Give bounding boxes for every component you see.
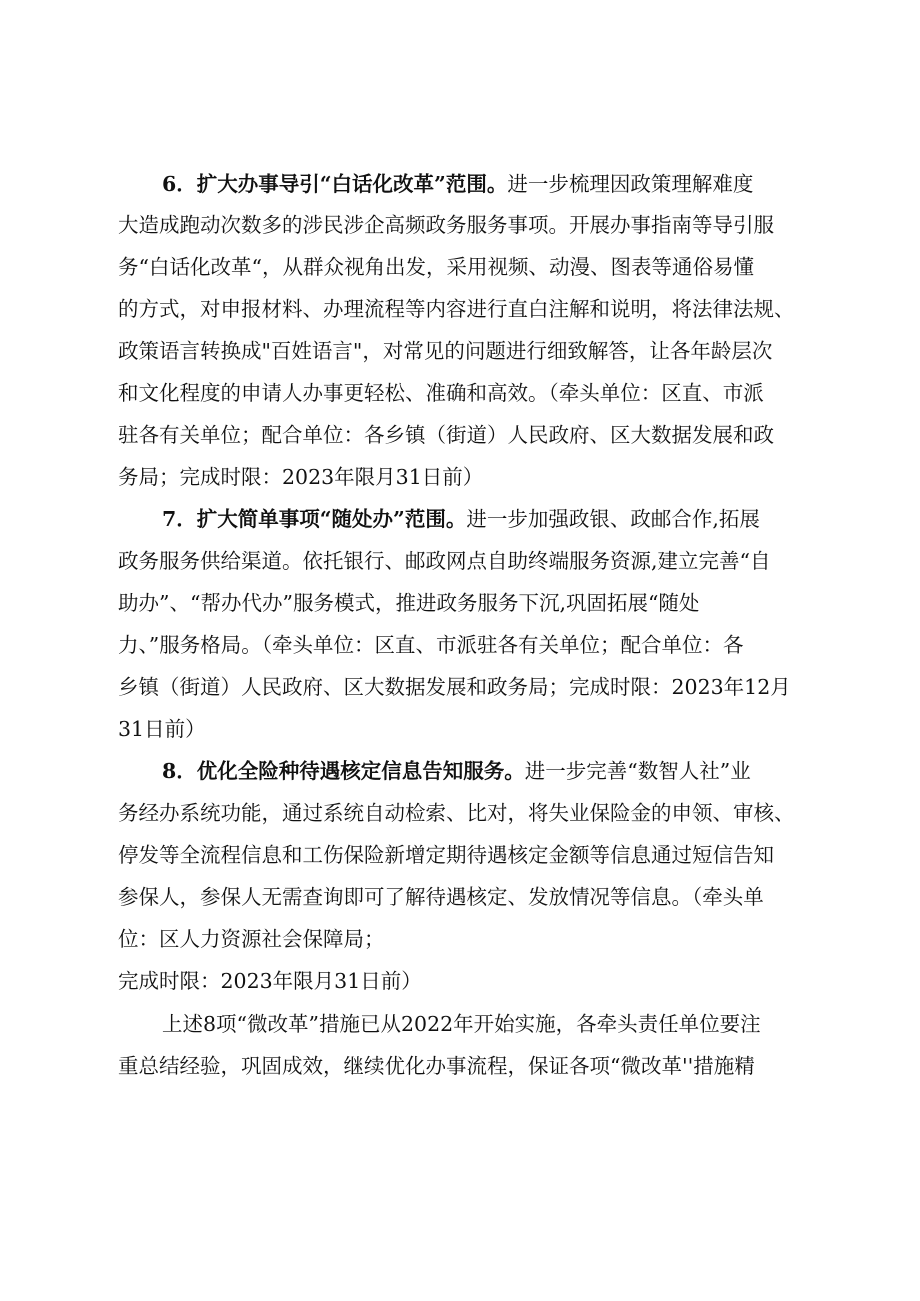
summary-line: 上述8项“微改革”措施已从2022年开始实施，各牵头责任单位要注 [162,1012,761,1036]
text-line: 31日前） [118,717,206,741]
text-line: 驻各有关单位；配合单位：各乡镇（街道）人民政府、区大数据发展和政 [118,423,774,447]
text-line: 助办”、“帮办代办”服务模式，推进政务服务下沉,巩固拓展“随处 [118,591,700,615]
text-line: 位：区人力资源社会保障局； [118,927,385,951]
text-run: 进一步加强政银、政邮合作,拓展 [466,507,760,531]
item-6-line [162,170,753,198]
item-7-line [162,505,760,533]
text-line: 的方式，对申报材料、办理流程等内容进行直白注解和说明，将法律法规、 [118,297,795,321]
text-line: 政策语言转换成"百姓语言"，对常见的问题进行细致解答，让各年龄层次 [118,339,773,363]
text-run: 进一步完善“数智人社”业 [524,759,751,783]
text-run: 进一步梳理因政策理解难度 [507,172,754,196]
item-8-line [162,757,751,785]
item-6-heading: 6．扩大办事导引“白话化改革”范围。 [162,172,508,196]
text-line: 务“白话化改革“，从群众视角出发，采用视频、动漫、图表等通俗易懂 [118,255,754,279]
text-line: 大造成跑动次数多的涉民涉企高频政务服务事项。开展办事指南等导引服 [118,213,774,237]
text-line: 参保人，参保人无需查询即可了解待遇核定、发放情况等信息。（牵头单 [118,885,764,909]
text-line: 力、”服务格局。（牵头单位：区直、市派驻各有关单位；配合单位：各 [118,633,744,657]
text-line: 重总结经验，巩固成效，继续优化办事流程，保证各项“微改革''措施精 [118,1054,755,1078]
text-line: 和文化程度的申请人办事更轻松、准确和高效。（牵头单位：区直、市派 [118,381,764,405]
text-line: 乡镇（街道）人民政府、区大数据发展和政务局；完成时限：2023年12月 [118,675,791,699]
item-8-heading: 8．优化全险种待遇核定信息告知服务。 [162,759,525,783]
text-line: 完成时限：2023年限月31日前） [118,969,422,993]
text-line: 务经办系统功能，通过系统自动检索、比对，将失业保险金的申领、审核、 [118,801,795,825]
item-7-heading: 7．扩大简单事项“随处办”范围。 [162,507,467,531]
text-line: 政务服务供给渠道。依托银行、邮政网点自助终端服务资源,建立完善“自 [118,549,771,573]
text-line: 停发等全流程信息和工伤保险新增定期待遇核定金额等信息通过短信告知 [118,843,774,867]
text-line: 务局；完成时限：2023年限月31日前） [118,465,484,489]
